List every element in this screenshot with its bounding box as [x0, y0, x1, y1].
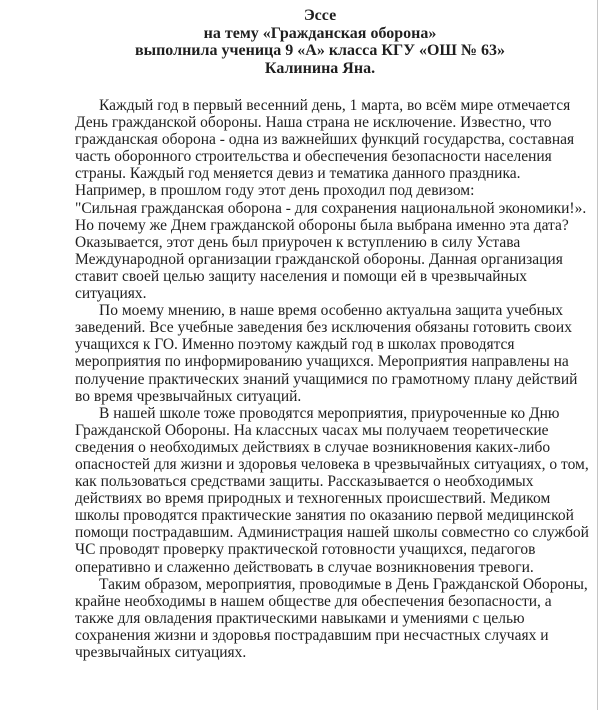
- essay-line: оперативно и слаженно действовать в случае возникновения тревоги.: [75, 558, 534, 576]
- essay-line: Оказывается, этот день был приурочен к вступлению в силу Устава: [75, 233, 521, 251]
- essay-line: учащихся к ГО. Именно поэтому каждый год в школах проводятся: [75, 336, 515, 354]
- essay-title-line: Калинина Яна.: [264, 59, 376, 77]
- essay-line: также для овладения практическими навыками и умениями с целью: [75, 609, 525, 627]
- essay-body: [75, 97, 589, 661]
- essay-line: крайне необходимы в нашем обществе для обеспечения безопасности, а: [75, 592, 552, 610]
- essay-line: заведений. Все учебные заведения без исключения обязаны готовить своих: [75, 319, 572, 337]
- essay-line: Гражданской Обороны. На классных часах мы получаем теоретические: [75, 421, 549, 439]
- essay-line: Каждый год в первый весенний день, 1 марта, во всём мире отмечается: [99, 97, 571, 114]
- essay-line: мероприятия по информированию учащихся. Мероприятия направлены на: [75, 353, 569, 371]
- essay-paragraph: [75, 302, 585, 405]
- essay-line: День гражданской обороны. Наша страна не исключение. Известно, что: [75, 114, 552, 132]
- essay-line: гражданская оборона - одна из важнейших функций государства, составная: [75, 131, 575, 149]
- essay-line: опасностей для жизни и здоровья человека в чрезвычайных ситуациях, о том,: [75, 455, 589, 473]
- essay-line: ситуациях.: [75, 285, 147, 303]
- essay-line: часть оборонного строительства и обеспечения безопасности населения: [75, 148, 552, 166]
- essay-line: школы проводятся практические занятия по оказанию первой медицинской: [75, 507, 574, 525]
- essay-line: Таким образом, мероприятия, проводимые в День Гражданской Обороны,: [99, 575, 588, 593]
- essay-paragraph: [75, 404, 589, 576]
- essay-line: Но почему же Днем гражданской обороны была выбрана именно эта дата?: [75, 216, 569, 234]
- essay-line: действиях во время природных и техногенных происшествий. Медиком: [75, 490, 551, 508]
- essay-line: получение практических знаний учащимися по грамотному плану действий: [75, 370, 578, 388]
- essay-paragraph: [75, 97, 585, 302]
- essay-paragraph: [75, 575, 588, 661]
- essay-line: сведения о необходимых действиях в случае возникновения каких-либо: [75, 438, 551, 456]
- essay-title-line: на тему «Гражданская оборона»: [203, 24, 437, 42]
- essay-line: страны. Каждый год меняется девиз и тематика данного праздника.: [75, 165, 521, 183]
- essay-line: чрезвычайных ситуациях.: [75, 644, 247, 661]
- essay-title-line: Эссе: [303, 7, 337, 24]
- essay-header: [75, 7, 565, 77]
- essay-line: По моему мнению, в наше время особенно актуальна защита учебных: [99, 302, 564, 320]
- essay-line: во время чрезвычайных ситуаций.: [75, 387, 302, 405]
- essay-line: сохранения жизни и здоровья пострадавшим при несчастных случаях и: [75, 626, 549, 644]
- essay-line: помощи пострадавшим. Администрация нашей школы совместно со службой: [75, 524, 589, 542]
- essay-line: Международной организации гражданской обороны. Данная организация: [75, 250, 563, 268]
- page-right-edge: [597, 0, 598, 710]
- essay-line: ЧС проводят проверку практической готовности учащихся, педагогов: [75, 541, 536, 559]
- essay-line: как пользоваться средствами защиты. Рассказывается о необходимых: [75, 473, 534, 491]
- essay-title-line: выполнила ученица 9 «А» класса КГУ «ОШ № 63»: [134, 42, 506, 60]
- essay-line: Например, в прошлом году этот день проходил под девизом:: [75, 182, 475, 200]
- essay-line: В нашей школе тоже проводятся мероприятия, приуроченные ко Дню: [99, 404, 560, 422]
- essay-line: ставит своей целью защиту населения и помощи ей в чрезвычайных: [75, 267, 527, 285]
- essay-line: "Сильная гражданская оборона - для сохранения национальной экономики!».: [75, 199, 587, 217]
